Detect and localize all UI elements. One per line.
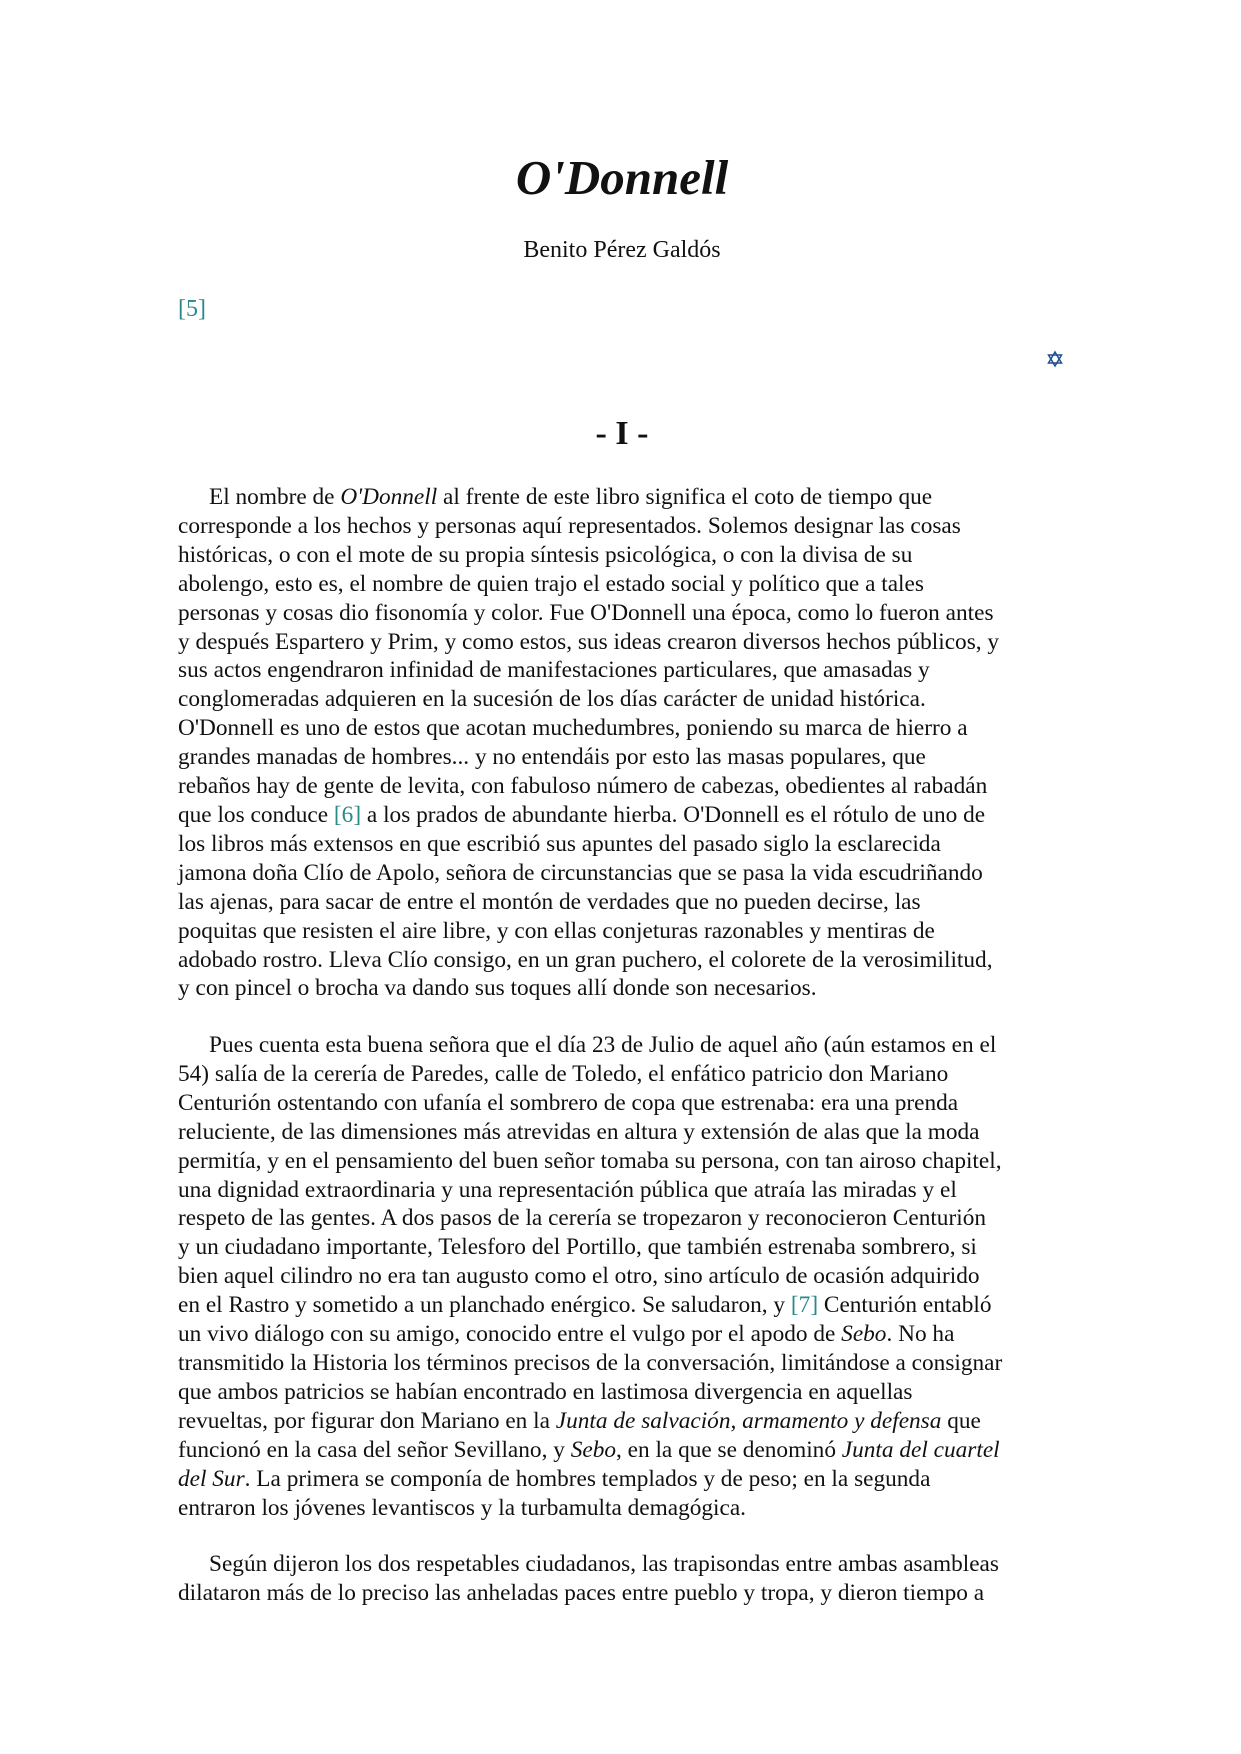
italic-text: Sebo (841, 1321, 887, 1348)
text-line: reluciente, de las dimensiones más atrevidas en altura y extensión de alas que la moda (178, 1118, 980, 1145)
paragraph-3 (178, 1550, 1066, 1608)
chapter-heading: - I - (595, 415, 649, 452)
text-line: que ambos patricios se habían encontrado en lastimosa divergencia en aquellas (178, 1378, 913, 1405)
text-line: bien aquel cilindro no era tan augusto como el otro, sino artículo de ocasión adquirido (178, 1263, 980, 1290)
text-line: Según dijeron los dos respetables ciudadanos, las trapisondas entre ambas asambleas (209, 1551, 999, 1577)
page-number-link[interactable]: [5] (178, 296, 206, 322)
page-reference-link[interactable]: [7] (790, 1292, 819, 1319)
text-line: una dignidad extraordinaria y una representación pública que atraía las miradas y el (178, 1176, 957, 1203)
paragraph-2 (178, 1031, 1066, 1522)
italic-text: O'Donnell (340, 484, 438, 510)
text-line: y con pincel o brocha va dando sus toques allí donde son necesarios. (178, 975, 817, 1002)
text-line: en el Rastro y sometido a un planchado enérgico. Se saludaron, y [7] Centurión entabló (178, 1292, 992, 1319)
text-line: transmitido la Historia los términos precisos de la conversación, limitándose a consignar (178, 1349, 1003, 1376)
text-line: adobado rostro. Lleva Clío consigo, en un gran puchero, el colorete de la verosimilitud, (178, 946, 993, 973)
text-line: rebaños hay de gente de levita, con fabuloso número de cabezas, obedientes al rabadán (178, 773, 988, 800)
text-line: sus actos engendraron infinidad de manifestaciones particulares, que amasadas y (178, 657, 930, 684)
italic-text: del Sur (178, 1465, 245, 1492)
text-line: del Sur. La primera se componía de hombres templados y de peso; en la segunda (178, 1465, 931, 1492)
text-line: dilataron más de lo preciso las anheladas paces entre pueblo y tropa, y dieron tiempo a (178, 1579, 985, 1606)
text-line: jamona doña Clío de Apolo, señora de circunstancias que se pasa la vida escudriñando (178, 859, 983, 886)
text-line: revueltas, por figurar don Mariano en la Junta de salvación, armamento y defensa que (178, 1407, 981, 1434)
italic-text: Junta del cuartel (841, 1436, 1000, 1463)
page-reference-link[interactable]: [6] (333, 801, 362, 828)
text-line: abolengo, esto es, el nombre de quien trajo el estado social y político que a tales (178, 570, 924, 597)
text-line: y después Espartero y Prim, y como estos, sus ideas crearon diversos hechos públicos, y (178, 628, 1000, 655)
text-line: funcionó en la casa del señor Sevillano, y Sebo, en la que se denominó Junta del cuartel (178, 1436, 1000, 1463)
text-line: históricas, o con el mote de su propia síntesis psicológica, o con la divisa de su (178, 541, 913, 568)
italic-text: Junta de salvación, armamento y defensa (555, 1407, 942, 1434)
text-line: grandes manadas de hombres... y no entendáis por esto las masas populares, que (178, 744, 926, 771)
text-line: las ajenas, para sacar de entre el montón de verdades que no pueden decirse, las (178, 888, 921, 915)
text-line: entraron los jóvenes levantiscos y la turbamulta demagógica. (178, 1494, 747, 1521)
star-of-david-icon (1045, 349, 1065, 369)
text-line: poquitas que resisten el aire libre, y con ellas conjeturas razonables y mentiras de (178, 917, 935, 944)
text-line: y un ciudadano importante, Telesforo del Portillo, que también estrenaba sombrero, si (178, 1234, 977, 1261)
text-line: corresponde a los hechos y personas aquí representados. Solemos designar las cosas (178, 512, 961, 539)
text-line: conglomeradas adquieren en la sucesión de los días carácter de unidad histórica. (178, 686, 926, 713)
text-line: que los conduce [6] a los prados de abundante hierba. O'Donnell es el rótulo de uno de (178, 801, 986, 828)
paragraph-1 (178, 483, 1066, 1003)
text-line: un vivo diálogo con su amigo, conocido entre el vulgo por el apodo de Sebo. No ha (178, 1321, 955, 1348)
text-line: O'Donnell es uno de estos que acotan muchedumbres, poniendo su marca de hierro a (178, 715, 968, 742)
text-line: los libros más extensos en que escribió sus apuntes del pasado siglo la esclarecida (178, 830, 941, 857)
italic-text: Sebo (570, 1436, 616, 1463)
text-line: respeto de las gentes. A dos pasos de la cerería se tropezaron y reconocieron Centurión (178, 1205, 986, 1232)
text-line: personas y cosas dio fisonomía y color. Fue O'Donnell una época, como lo fueron antes (178, 599, 994, 626)
text-line: 54) salía de la cerería de Paredes, calle de Toledo, el enfático patricio don Mariano (178, 1060, 949, 1087)
book-title: O'Donnell (515, 150, 729, 205)
text-line: permitía, y en el pensamiento del buen señor tomaba su persona, con tan airoso chapitel, (178, 1147, 1002, 1174)
text-line: El nombre de O'Donnell al frente de este libro significa el coto de tiempo que (209, 484, 933, 510)
text-line: Centurión ostentando con ufanía el sombrero de copa que estrenaba: era una prenda (178, 1089, 959, 1116)
author-name: Benito Pérez Galdós (523, 237, 721, 263)
text-line: Pues cuenta esta buena señora que el día 23 de Julio de aquel año (aún estamos en el (209, 1032, 997, 1058)
